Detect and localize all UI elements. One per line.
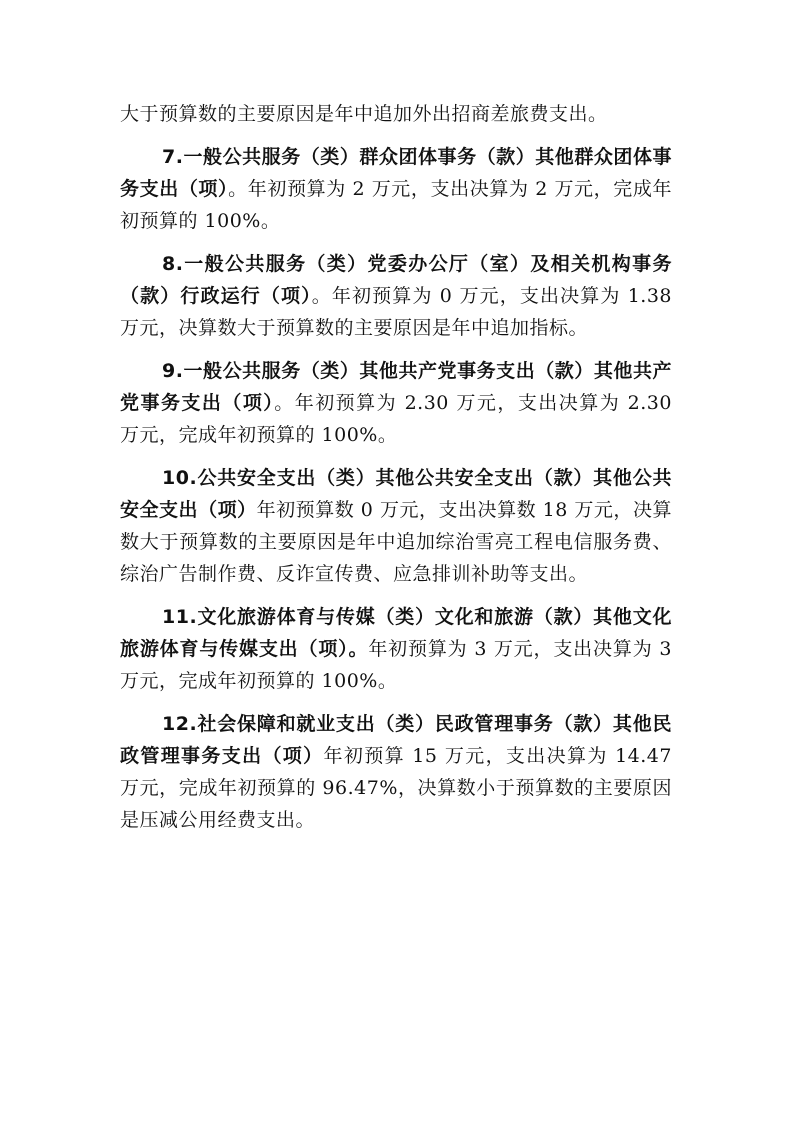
- document-page: [120, 98, 672, 836]
- paragraph-item-9: [120, 355, 672, 451]
- item-heading: 10.公共安全支出（类）其他公共安全支出（款）其他公共安全支出（项）: [120, 467, 672, 521]
- paragraph-body: 年初预算数 0 万元，支出决算数 18 万元，决算数大于预算数的主要原因是年中追加综治雪亮工程电信服务费、综治广告制作费、反诈宣传费、应急排训补助等支出。: [120, 499, 672, 585]
- paragraph-body: 。年初预算为 2.30 万元，支出决算为 2.30 万元，完成年初预算的 100%。: [120, 392, 672, 446]
- paragraph-body: 年初预算 15 万元，支出决算为 14.47 万元，完成年初预算的 96.47%，决算数小于预算数的主要原因是压减公用经费支出。: [120, 745, 672, 831]
- paragraph-item-11: [120, 601, 672, 697]
- paragraph-item-12: [120, 708, 672, 836]
- paragraph-continuation: [120, 98, 672, 130]
- paragraph-item-7: [120, 141, 672, 237]
- paragraph-body: 大于预算数的主要原因是年中追加外出招商差旅费支出。: [120, 103, 608, 125]
- paragraph-item-8: [120, 248, 672, 344]
- item-heading: 12.社会保障和就业支出（类）民政管理事务（款）其他民政管理事务支出（项）: [120, 713, 672, 767]
- item-heading: 9.一般公共服务（类）其他共产党事务支出（款）其他共产党事务支出（项）: [120, 360, 672, 414]
- item-heading: 7.一般公共服务（类）群众团体事务（款）其他群众团体事务支出（项）: [120, 146, 672, 200]
- item-heading: 8.一般公共服务（类）党委办公厅（室）及相关机构事务（款）行政运行（项）: [120, 253, 672, 307]
- paragraph-body: 年初预算为 3 万元，支出决算为 3 万元，完成年初预算的 100%。: [120, 638, 672, 692]
- paragraph-item-10: [120, 462, 672, 590]
- paragraph-body: 。年初预算为 0 万元，支出决算为 1.38 万元，决算数大于预算数的主要原因是年中追加指标。: [120, 285, 672, 339]
- item-heading: 11.文化旅游体育与传媒（类）文化和旅游（款）其他文化旅游体育与传媒支出（项）。: [120, 606, 672, 660]
- paragraph-body: 。年初预算为 2 万元，支出决算为 2 万元，完成年初预算的 100%。: [120, 178, 672, 232]
